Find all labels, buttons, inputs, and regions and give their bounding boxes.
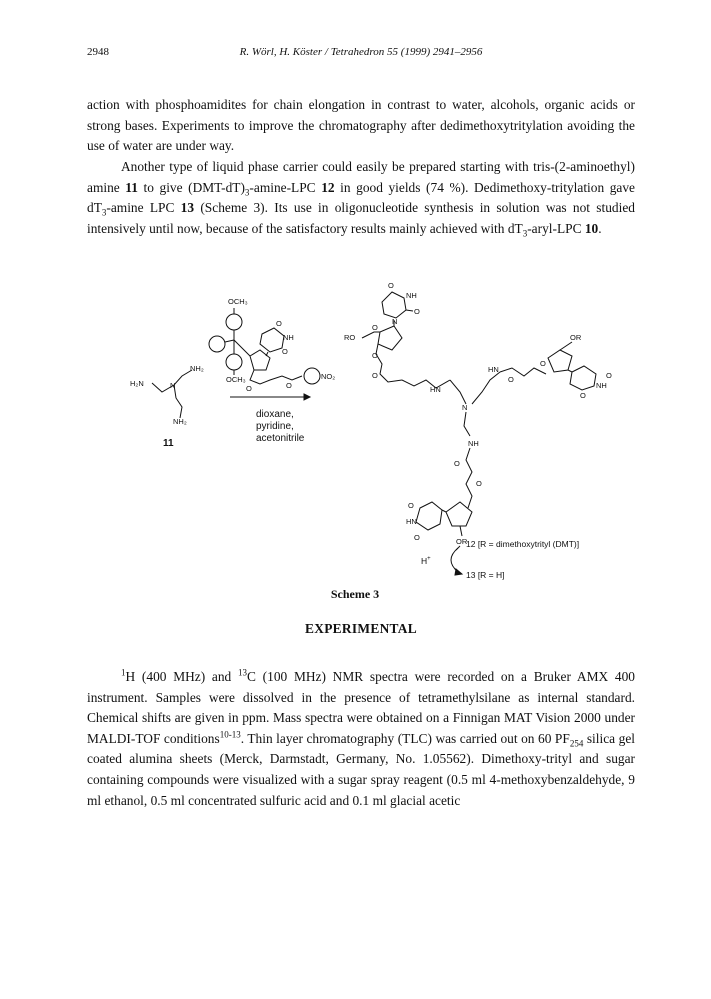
right-hn-label: HN <box>488 365 499 374</box>
lower-thymine-hn: HN <box>406 517 417 526</box>
right-thymine-o1: O <box>606 371 612 380</box>
top-ester-o: O <box>372 351 378 360</box>
paragraph-3: $^1$H (400 MHz) and $^{13}$C (100 MHz) NMR spectra were recorded on a Bruker AMX 400 instrument. Samples were dissolved in the presence of tetramethylsilane as internal standard. Chemical shifts are given in ppm. Mass spectra were obtained on a Finnigan MAT Vision 2000 under MALDI-TOF conditions$^{10-13}$. Thin layer chromatography (TLC) was carried out on 60 $PF_{254}$ silica gel coated alumina sheets (Merck, Darmstadt, Germany, No. 1.05562). Dimethoxy-trityl and sugar containing compounds were visualized with a sugar spray reagent (0.5 ml 4-methoxybenzaldehyde, 9 ml ethanol, 0.5 ml concentrated sulfuric acid and 0.1 ml glacial acetic <box>87 667 635 808</box>
paragraph-2: Another type of liquid phase carrier could easily be prepared starting with tris-(2-aminoethyl) amine 11 to give $(DMT-dT)_3-amine$-LPC 12 in good yields (74 %). Dedimethoxy-tritylation gave $dT_3$-amine LPC 13 (Scheme 3). Its use in oligonucleotide synthesis in solution was not studied intensively until now, because of the satisfactory results mainly achieved with $dT_3-aryl$-LPC 10. <box>87 159 635 239</box>
amine-label-nh2-bottom: NH₂ <box>173 417 187 426</box>
top-carbonyl-o: O <box>372 371 378 380</box>
lower-thymine-o2: O <box>414 533 420 542</box>
top-thymine-nh: NH <box>406 291 417 300</box>
compound-13-label: 13 [R = H] <box>466 570 505 580</box>
scheme-caption: Scheme 3 <box>330 587 380 601</box>
lower-thymine-o1: O <box>408 501 414 510</box>
reaction-arrow <box>230 394 310 444</box>
amine-label-n: N <box>170 381 176 390</box>
right-or-label: OR <box>570 333 582 342</box>
lower-nh-label: NH <box>468 439 479 448</box>
compound-11-structure <box>130 364 204 449</box>
reagent-dioxane: dioxane, <box>256 409 294 420</box>
lower-ester-o: O <box>476 479 482 488</box>
product-12-13-structure <box>344 281 612 546</box>
top-sugar-o: O <box>372 323 378 332</box>
thymine-o-top: O <box>276 319 282 328</box>
lower-carbonyl-o: O <box>454 459 460 468</box>
carbonyl-o-label: O <box>286 381 292 390</box>
och3-label-top: OCH₃ <box>228 297 248 306</box>
ester-o-label: O <box>246 384 252 393</box>
reagent-acetonitrile: acetonitrile <box>256 433 305 444</box>
running-title: R. Wörl, H. Köster / Tetrahedron 55 (1999) 2941–2956 <box>239 46 483 58</box>
top-thymine-n: N <box>392 317 398 326</box>
paragraph-1: action with phosphoamidites for chain elongation in contrast to water, alcohols, organic acids or strong bases. Experiments to improve the chromatography after dedimethoxytritylation avoiding the use of water are under way. <box>87 97 635 154</box>
och3-label-bottom: OCH₃ <box>226 375 246 384</box>
right-carbonyl-o: O <box>508 375 514 384</box>
page-number: 2948 <box>87 46 109 58</box>
right-thymine-nh: NH <box>596 381 607 390</box>
reagent-pyridine: pyridine, <box>256 421 294 432</box>
amine-label-nh2-top: NH₂ <box>190 364 204 373</box>
left-hn-label: HN <box>430 385 441 394</box>
acid-label: H+ <box>421 556 431 566</box>
amine-label-h2n: H₂N <box>130 379 144 388</box>
top-thymine-o2: O <box>414 307 420 316</box>
thymine-o-bottom: O <box>282 347 288 356</box>
top-thymine-o1: O <box>388 281 394 290</box>
right-ester-o: O <box>540 359 546 368</box>
nitro-label: NO₂ <box>321 372 336 381</box>
compound-11-label: 11 <box>163 438 174 449</box>
central-n-label: N <box>462 403 468 412</box>
section-heading-experimental: EXPERIMENTAL <box>305 621 417 636</box>
deprotection-step <box>421 539 579 580</box>
lower-or-label: OR <box>456 537 468 546</box>
compound-12-label: 12 [R = dimethoxytrityl (DMT)] <box>466 539 580 549</box>
dmt-dt-reagent-structure <box>209 297 335 393</box>
scheme-3-diagram <box>110 280 630 585</box>
right-thymine-o2: O <box>580 391 586 400</box>
thymine-nh-label: NH <box>283 333 294 342</box>
top-ro-label: RO <box>344 333 356 342</box>
running-header <box>87 46 635 62</box>
